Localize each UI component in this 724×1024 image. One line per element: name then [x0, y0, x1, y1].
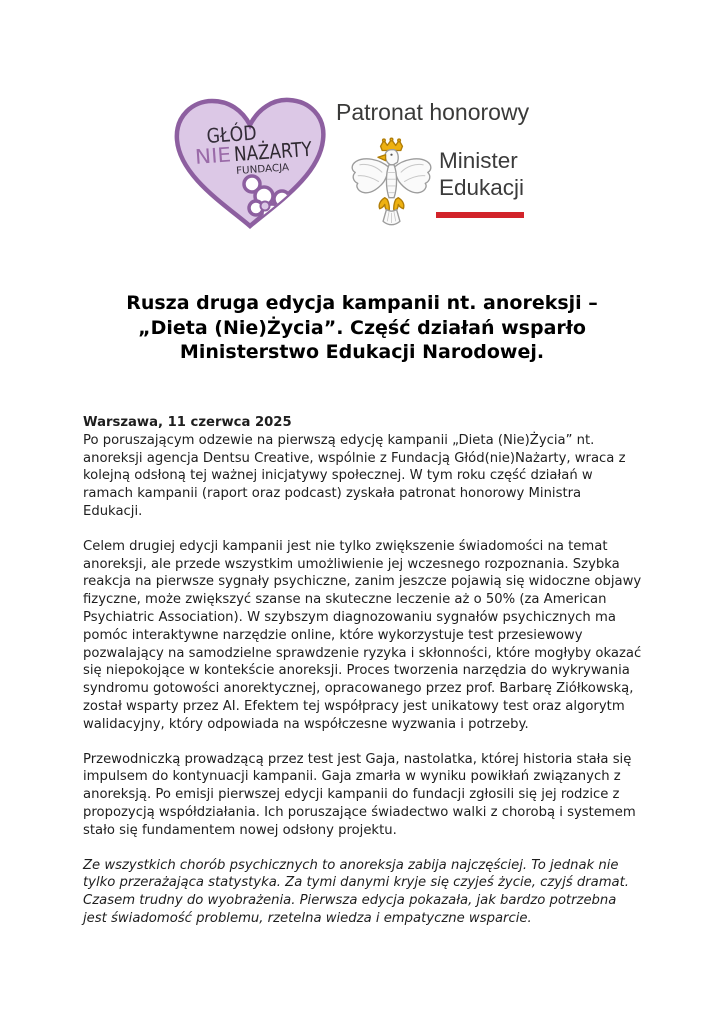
- body-text: [83, 414, 643, 945]
- logo-text-nie: NIE: [194, 142, 230, 169]
- logo-text-fundacja: FUNDACJA: [235, 162, 288, 177]
- bite-crumb: [261, 202, 270, 211]
- eagle-beak: [378, 155, 386, 161]
- logo-text-nazarty: NAŻARTY: [233, 135, 328, 167]
- paragraph-intro: Po poruszającym odzewie na pierwszą edycję kampanii „Dieta (Nie)Życia” nt. anoreksji agencja Dentsu Creative, wspólnie z Fundacją Głód(nie)Nażarty, wraca z kolejną odsłoną tej ważnej inicjatywy społecznej. W tym roku część działań w ramach kampanii (raport oraz podcast) zyskała patronat honorowy Ministra Edukacji.: [83, 432, 626, 519]
- paragraph-gaja-story: Przewodniczką prowadzącą przez test jest Gaja, nastolatka, której historia stała się impulsem do kontynuacji kampanii. Gaja zmarła w wyniku powikłań związanych z anoreksją. Po emisji pierwszej edycji kampanii do fundacji zgłosili się jej rodzice z propozycją współdziałania. Ich poruszające świadectwo walki z chorobą i systemem stało się fundamentem nowej odsłony projektu.: [83, 751, 636, 838]
- press-title: [82, 291, 642, 365]
- polish-eagle-icon: [349, 137, 434, 234]
- paragraph-quote-italic: Ze wszystkich chorób psychicznych to anoreksja zabija najczęściej. To jednak nie tylko przerażająca statystyka. Za tymi danymi kryje się czyjeś życie, czyjś dramat. Czasem trudny do wyobrażenia. Pierwsza edycja pokazała, jak bardzo potrzebna jest świadomość problemu, rzetelna wiedza i empatyczne wsparcie.: [83, 857, 629, 926]
- red-underline-bar: [436, 212, 524, 218]
- minister-line-1: Minister: [439, 148, 518, 173]
- eagle-talon: [379, 198, 389, 211]
- eagle-crown: [381, 138, 403, 150]
- minister-edukacji-label: [439, 147, 524, 201]
- logo-text-glod: GŁÓD: [205, 119, 266, 148]
- patronage-heading: Patronat honorowy: [336, 99, 530, 125]
- foundation-logo: [168, 92, 332, 234]
- dateline: Warszawa, 11 czerwca 2025: [83, 415, 292, 430]
- paragraph-campaign-goal: Celem drugiej edycji kampanii jest nie tylko zwiększenie świadomości na temat anoreksji, ale przede wszystkim umożliwienie jej wczesnego rozpoznania. Szybka reakcja na pierwsze sygnały psychiczne, zanim jeszcze pojawią się widoczne objawy fizyczne, może zwiększyć szanse na skuteczne leczenie aż o 50% (za American Psychiatric Association). W szybszym diagnozowaniu sygnałów psychicznych ma pomóc interaktywne narzędzie online, które wykorzystuje test przesiewowy pozwalający na samodzielne sprawdzenie ryzyka i skłonności, które mogłyby okazać się niepokojące w kontekście anoreksji. Proces tworzenia narzędzia do wykrywania syndromu gotowości anorektycznej, opracowanego przez prof. Barbarę Ziółkowską, został wsparty przez AI. Efektem tej współpracy jest unikatowy test oraz algorytm walidacyjny, który odpowiada na współczesne wyzwania i potrzeby.: [83, 538, 642, 732]
- press-title-line-2: „Dieta (Nie)Życia”. Część działań wsparło: [138, 316, 586, 339]
- eagle-head: [385, 150, 398, 165]
- press-title-line-3: Ministerstwo Edukacji Narodowej.: [179, 341, 545, 363]
- eagle-wing: [352, 159, 389, 193]
- minister-line-2: Edukacji: [439, 175, 525, 200]
- press-title-line-1: Rusza druga edycja kampanii nt. anoreksji –: [126, 292, 598, 314]
